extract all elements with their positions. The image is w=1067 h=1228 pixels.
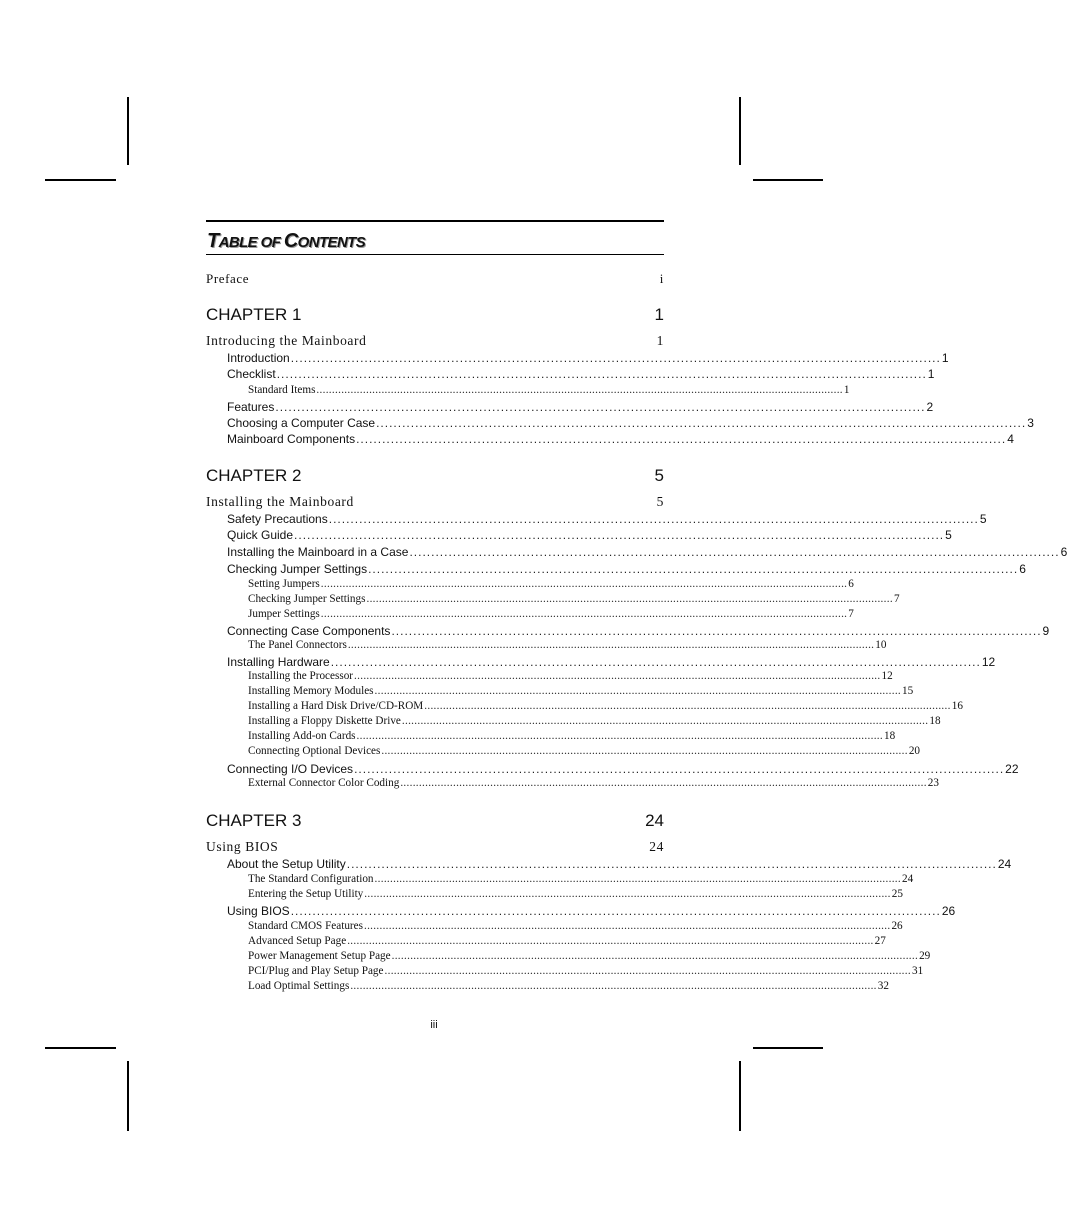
toc-entry[interactable]: Introduction ...................................................................................................................................................... 1: [227, 351, 949, 365]
chapter-title[interactable]: Installing the Mainboard 5: [206, 494, 664, 509]
toc-entry[interactable]: Standard CMOS Features .......................................................................................................................................................................... 26: [248, 920, 903, 932]
toc-entry[interactable]: Checking Jumper Settings .......................................................................................................................................................................... 7: [248, 593, 900, 605]
chapter-title[interactable]: Introducing the Mainboard 1: [206, 333, 664, 348]
chapter-heading[interactable]: CHAPTER 1 1: [206, 305, 664, 324]
chapter-title[interactable]: Using BIOS 24: [206, 839, 664, 854]
chapter-heading[interactable]: CHAPTER 3 24: [206, 811, 664, 830]
toc-entry[interactable]: Checklist ...................................................................................................................................................... 1: [227, 367, 935, 381]
crop-mark-top-left-horizontal: [45, 179, 116, 181]
toc-entry[interactable]: Mainboard Components ...................................................................................................................................................... 4: [227, 432, 1014, 446]
toc-entry[interactable]: Connecting Case Components ...................................................................................................................................................... 9: [227, 624, 1050, 638]
toc-entry[interactable]: Installing Add-on Cards .......................................................................................................................................................................... 18: [248, 730, 896, 742]
page-title: TABLE OF CONTENTS: [207, 230, 366, 252]
toc-entry[interactable]: Entering the Setup Utility .......................................................................................................................................................................... 25: [248, 888, 903, 900]
toc-entry[interactable]: Advanced Setup Page .......................................................................................................................................................................... 27: [248, 935, 886, 947]
crop-mark-top-right-horizontal: [753, 179, 823, 181]
crop-mark-bottom-right-vertical: [739, 1061, 741, 1131]
toc-entry-preface[interactable]: [206, 271, 664, 287]
toc-entry[interactable]: Checking Jumper Settings ...................................................................................................................................................... 6: [227, 562, 1026, 576]
entry-label: Preface: [206, 271, 250, 286]
chapter-heading[interactable]: CHAPTER 2 5: [206, 466, 664, 485]
toc-entry[interactable]: The Standard Configuration .......................................................................................................................................................................... 24: [248, 873, 914, 885]
toc-entry[interactable]: Features ...................................................................................................................................................... 2: [227, 400, 934, 414]
page-number: iii: [430, 1019, 438, 1031]
toc-entry[interactable]: Choosing a Computer Case ...................................................................................................................................................... 3: [227, 416, 1034, 430]
toc-entry[interactable]: Connecting I/O Devices ...................................................................................................................................................... 22: [227, 762, 1019, 776]
toc-entry[interactable]: Load Optimal Settings .......................................................................................................................................................................... 32: [248, 980, 889, 992]
toc-entry[interactable]: PCI/Plug and Play Setup Page .......................................................................................................................................................................... 31: [248, 965, 924, 977]
toc-entry[interactable]: The Panel Connectors .......................................................................................................................................................................... 10: [248, 639, 887, 651]
toc-entry[interactable]: Safety Precautions ...................................................................................................................................................... 5: [227, 512, 987, 526]
toc-entry[interactable]: Jumper Settings .......................................................................................................................................................................... 7: [248, 608, 854, 620]
table-of-contents: [206, 220, 1067, 992]
toc-entry[interactable]: About the Setup Utility ...................................................................................................................................................... 24: [227, 857, 1012, 871]
toc-entry[interactable]: Installing the Processor .......................................................................................................................................................................... 12: [248, 670, 893, 682]
toc-entry[interactable]: Standard Items .......................................................................................................................................................................... 1: [248, 384, 850, 396]
toc-entry[interactable]: Installing the Mainboard in a Case ...................................................................................................................................................... 6: [227, 545, 1067, 559]
toc-entry[interactable]: Using BIOS ...................................................................................................................................................... 26: [227, 904, 956, 918]
crop-mark-top-right-vertical: [739, 97, 741, 165]
entry-page: i: [659, 271, 664, 286]
toc-entry[interactable]: Connecting Optional Devices .......................................................................................................................................................................... 20: [248, 745, 921, 757]
toc-entry[interactable]: Installing a Floppy Diskette Drive .......................................................................................................................................................................... 18: [248, 715, 941, 727]
toc-entry[interactable]: Installing Memory Modules .......................................................................................................................................................................... 15: [248, 685, 914, 697]
crop-mark-bottom-right-horizontal: [753, 1047, 823, 1049]
toc-entry[interactable]: Quick Guide ...................................................................................................................................................... 5: [227, 528, 952, 542]
toc-entry[interactable]: Installing a Hard Disk Drive/CD-ROM .......................................................................................................................................................................... 16: [248, 700, 963, 712]
toc-entry[interactable]: Setting Jumpers .......................................................................................................................................................................... 6: [248, 578, 854, 590]
toc-entry[interactable]: External Connector Color Coding .......................................................................................................................................................................... 23: [248, 777, 939, 789]
crop-mark-top-left-vertical: [127, 97, 129, 165]
crop-mark-bottom-left-horizontal: [45, 1047, 116, 1049]
crop-mark-bottom-left-vertical: [127, 1061, 129, 1131]
toc-entry[interactable]: Power Management Setup Page .......................................................................................................................................................................... 29: [248, 950, 931, 962]
toc-entry[interactable]: Installing Hardware ...................................................................................................................................................... 12: [227, 655, 996, 669]
